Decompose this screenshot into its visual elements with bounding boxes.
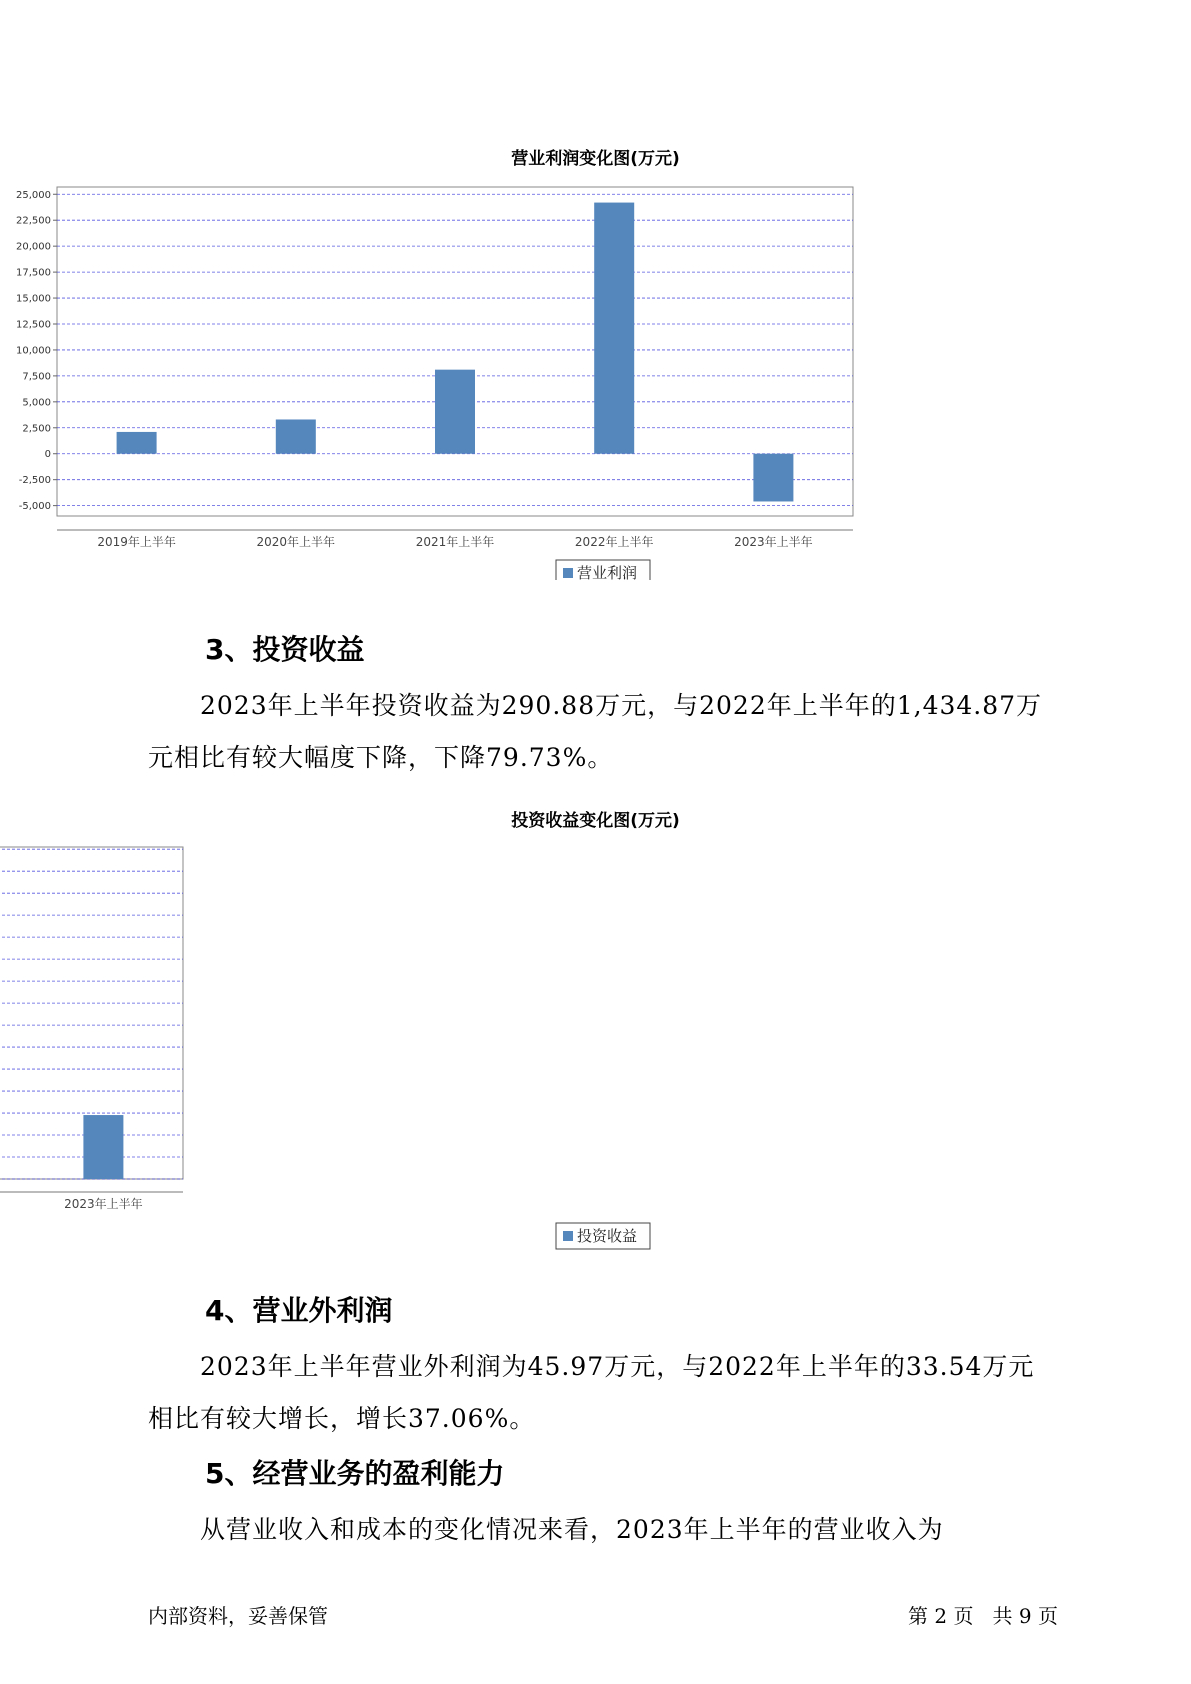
section-4-heading: 4、营业外利润: [205, 1294, 393, 1327]
bar: [753, 454, 793, 502]
y-tick-label: 12,500: [16, 319, 51, 331]
footer-confidential-note: 内部资料，妥善保管: [148, 1604, 328, 1628]
y-tick-label: 17,500: [16, 267, 51, 279]
y-tick-label: 20,000: [16, 241, 51, 253]
y-tick-label: 10,000: [16, 345, 51, 357]
section-5-heading: 5、经营业务的盈利能力: [205, 1457, 505, 1490]
section-3-heading: 3、投资收益: [205, 633, 365, 666]
footer-page-number: 第 2 页 共 9 页: [908, 1604, 1058, 1628]
legend-swatch: [563, 1231, 573, 1241]
x-tick-label: 2019年上半年: [97, 535, 176, 549]
legend-swatch: [563, 568, 573, 578]
paragraph-line: 2023年上半年营业外利润为45.97万元，与2022年上半年的33.54万元: [200, 1352, 1035, 1381]
y-tick-label: -5,000: [18, 501, 51, 513]
x-tick-label: 2023年上半年: [64, 1197, 143, 1211]
profit-chart: [0, 160, 1191, 580]
bar: [435, 370, 475, 454]
section-4-paragraph: [148, 1341, 1048, 1445]
x-tick-label: 2020年上半年: [256, 535, 336, 549]
investment-chart: [0, 830, 1191, 1260]
bar: [83, 1115, 123, 1179]
x-tick-label: 2023年上半年: [734, 535, 813, 549]
bar: [594, 203, 634, 454]
y-tick-label: 22,500: [16, 215, 51, 227]
section-3-paragraph: [148, 680, 1048, 784]
legend-label: 投资收益: [577, 1227, 638, 1245]
profit-chart-title: 营业利润变化图(万元): [511, 149, 680, 169]
legend-label: 营业利润: [577, 564, 638, 580]
paragraph-line: 元相比有较大幅度下降，下降79.73%。: [148, 743, 614, 772]
y-tick-label: 7,500: [22, 371, 51, 383]
plot-area: [57, 187, 853, 516]
bar: [276, 419, 316, 453]
section-5-paragraph: [148, 1504, 1048, 1556]
x-tick-label: 2022年上半年: [574, 535, 654, 549]
investment-chart-title: 投资收益变化图(万元): [511, 811, 680, 831]
y-tick-label: -2,500: [18, 475, 51, 487]
y-tick-label: 25,000: [16, 189, 51, 201]
paragraph-line: 从营业收入和成本的变化情况来看，2023年上半年的营业收入为: [200, 1515, 944, 1544]
y-tick-label: 0: [44, 449, 51, 461]
bar: [117, 432, 157, 454]
x-tick-label: 2021年上半年: [415, 535, 495, 549]
paragraph-line: 相比有较大增长，增长37.06%。: [148, 1404, 536, 1433]
y-tick-label: 15,000: [16, 293, 51, 305]
paragraph-line: 2023年上半年投资收益为290.88万元，与2022年上半年的1,434.87万: [200, 691, 1043, 720]
y-tick-label: 2,500: [22, 423, 51, 435]
y-tick-label: 5,000: [22, 397, 51, 409]
